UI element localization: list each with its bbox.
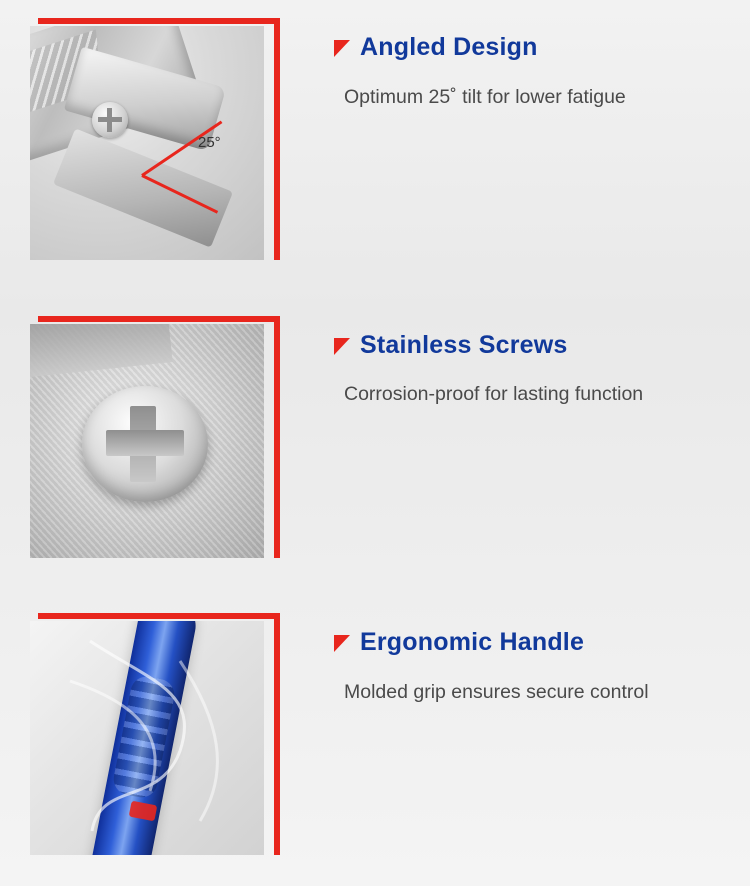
feature-heading-row [334, 629, 720, 657]
stainless-screw-macro-photo [30, 324, 264, 558]
feature-text-angled-design [280, 18, 720, 273]
decorative-swirl-overlay [30, 621, 264, 855]
feature-text-stainless-screws [280, 316, 720, 571]
feature-text-ergonomic-handle [280, 613, 720, 868]
squeegee-head-angle-photo [30, 26, 264, 260]
blue-ergonomic-handle-photo [30, 621, 264, 855]
feature-description: Molded grip ensures secure control [344, 680, 649, 703]
feature-image-stainless-screws [30, 316, 280, 566]
red-flag-icon [334, 40, 350, 57]
feature-description: Optimum 25˚ tilt for lower fatigue [344, 85, 626, 108]
angle-annotation-label: 25° [198, 134, 221, 151]
feature-heading-row [334, 34, 720, 62]
red-flag-icon [334, 635, 350, 652]
feature-title: Stainless Screws [360, 330, 568, 359]
feature-description: Corrosion-proof for lasting function [344, 383, 644, 405]
feature-block-angled-design [30, 18, 720, 273]
metal-edge-shape [30, 324, 173, 378]
feature-block-ergonomic-handle [30, 613, 720, 868]
red-flag-icon [334, 338, 350, 355]
screw-cross-slot-horizontal [106, 430, 184, 456]
screw-icon [92, 102, 128, 138]
feature-block-stainless-screws [30, 316, 720, 571]
feature-title: Ergonomic Handle [360, 628, 585, 656]
feature-image-ergonomic-handle [30, 613, 280, 863]
feature-image-angled-design [30, 18, 280, 268]
feature-heading-row [334, 332, 720, 360]
feature-title: Angled Design [360, 33, 538, 61]
